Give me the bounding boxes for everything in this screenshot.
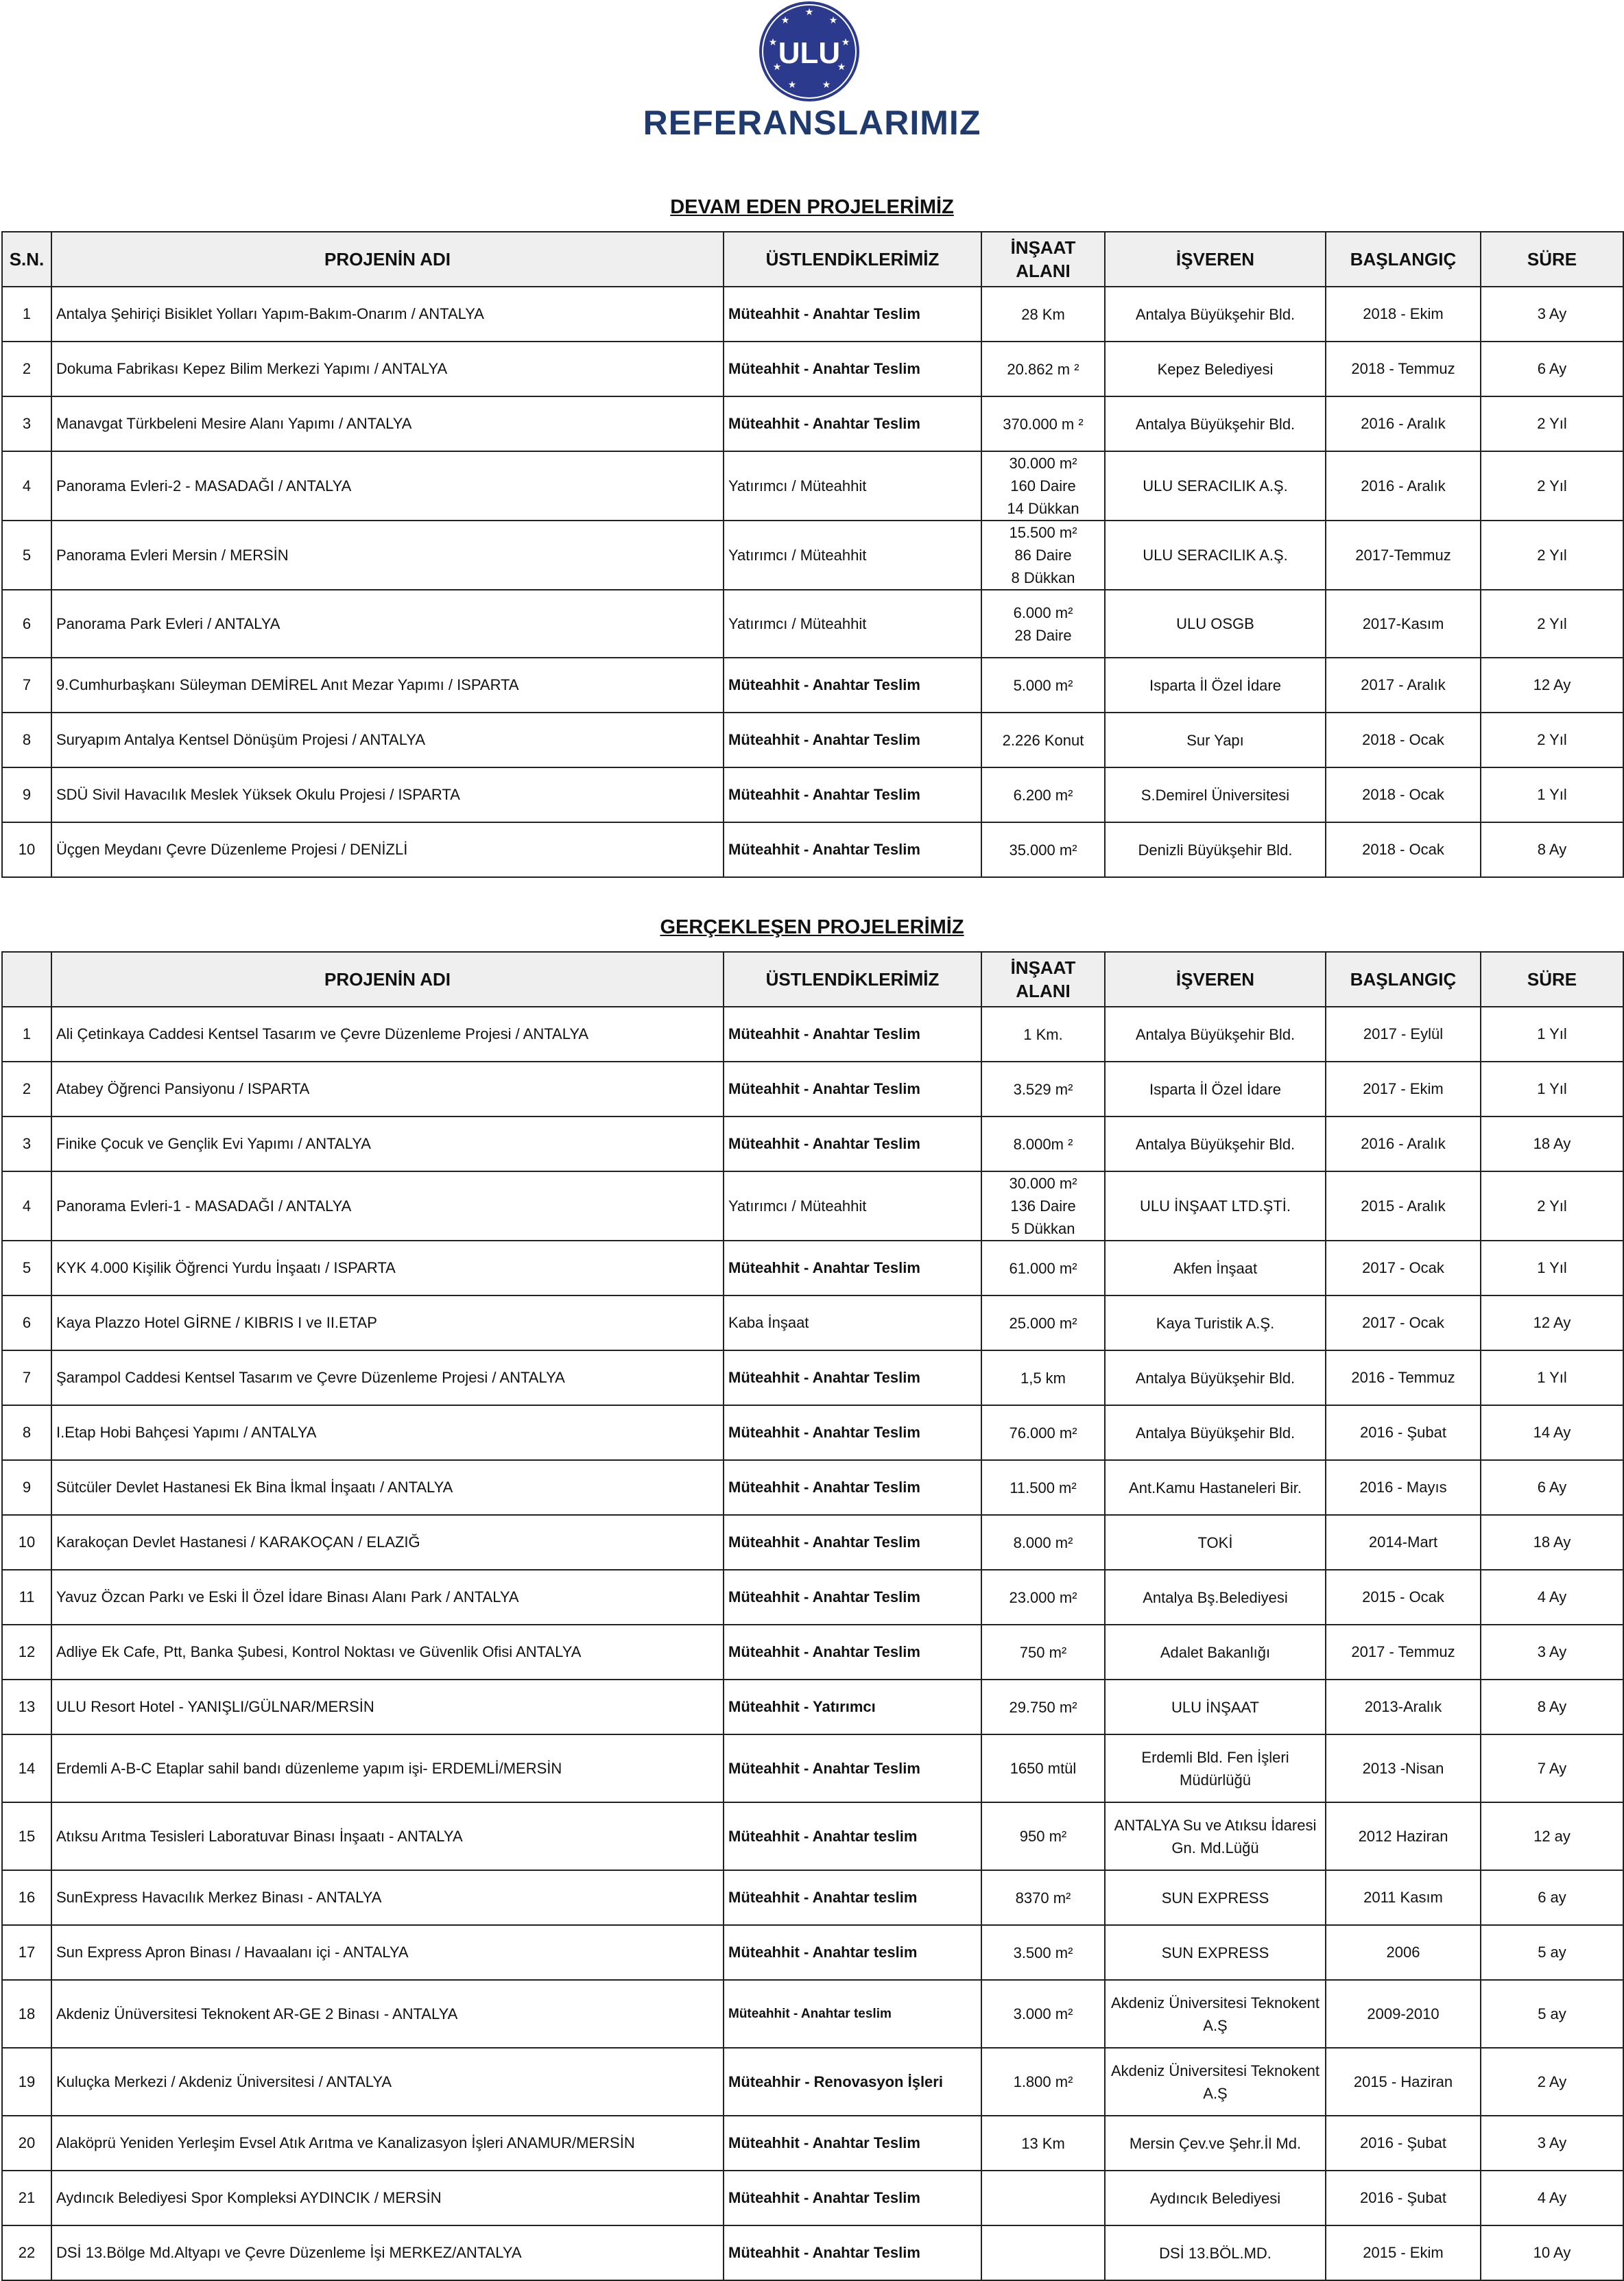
cell-duration: 2 Yıl	[1481, 451, 1623, 521]
cell-sn: 6	[2, 590, 51, 658]
cell-start: 2017-Kasım	[1326, 590, 1481, 658]
cell-start: 2017 - Temmuz	[1326, 1625, 1481, 1680]
cell-area: 35.000 m²	[981, 822, 1105, 877]
page-title: REFERANSLARIMIZ	[643, 104, 981, 142]
cell-sn: 17	[2, 1925, 51, 1980]
cell-duration: 2 Yıl	[1481, 713, 1623, 767]
cell-duration: 6 Ay	[1481, 342, 1623, 396]
cell-project-name: SDÜ Sivil Havacılık Meslek Yüksek Okulu Projesi / ISPARTA	[51, 767, 724, 822]
table-row	[2, 767, 1623, 822]
cell-duration: 8 Ay	[1481, 1680, 1623, 1734]
cell-area: 20.862 m ²	[981, 342, 1105, 396]
cell-project-name: Karakoçan Devlet Hastanesi / KARAKOÇAN / ELAZIĞ	[51, 1515, 724, 1570]
cell-project-name: Sütcüler Devlet Hastanesi Ek Bina İkmal İnşaatı / ANTALYA	[51, 1460, 724, 1515]
table-row	[2, 1734, 1623, 1802]
cell-sn: 16	[2, 1870, 51, 1925]
cell-project-name: Kuluçka Merkezi / Akdeniz Üniversitesi / ANTALYA	[51, 2048, 724, 2116]
cell-area: 25.000 m²	[981, 1295, 1105, 1350]
table-row	[2, 342, 1623, 396]
cell-project-name: 9.Cumhurbaşkanı Süleyman DEMİREL Anıt Mezar Yapımı / ISPARTA	[51, 658, 724, 713]
cell-employer: ULU İNŞAAT	[1105, 1680, 1326, 1734]
cell-role: Müteahhit - Anahtar Teslim	[724, 2116, 981, 2171]
completed-projects-table	[1, 951, 1624, 2281]
cell-employer: Antalya Bş.Belediyesi	[1105, 1570, 1326, 1625]
cell-employer: DSİ 13.BÖL.MD.	[1105, 2225, 1326, 2280]
cell-start: 2018 - Ocak	[1326, 713, 1481, 767]
cell-role: Müteahhit - Anahtar Teslim	[724, 1350, 981, 1405]
table-row	[2, 1925, 1623, 1980]
cell-duration: 2 Yıl	[1481, 1171, 1623, 1241]
svg-text:★: ★	[822, 79, 831, 90]
svg-text:★: ★	[804, 6, 814, 17]
table-row	[2, 1241, 1623, 1295]
cell-duration: 1 Yıl	[1481, 1007, 1623, 1062]
cell-duration: 6 Ay	[1481, 1460, 1623, 1515]
cell-project-name: ULU Resort Hotel - YANIŞLI/GÜLNAR/MERSİN	[51, 1680, 724, 1734]
cell-start: 2016 - Aralık	[1326, 396, 1481, 451]
table-row	[2, 521, 1623, 590]
cell-area: 750 m²	[981, 1625, 1105, 1680]
cell-project-name: Üçgen Meydanı Çevre Düzenleme Projesi / DENİZLİ	[51, 822, 724, 877]
table-row	[2, 1350, 1623, 1405]
table-row	[2, 658, 1623, 713]
cell-sn: 3	[2, 396, 51, 451]
cell-employer: Akdeniz Üniversitesi Teknokent A.Ş	[1105, 2048, 1326, 2116]
cell-area: 1,5 km	[981, 1350, 1105, 1405]
table-row	[2, 590, 1623, 658]
cell-duration: 18 Ay	[1481, 1116, 1623, 1171]
cell-sn: 4	[2, 1171, 51, 1241]
cell-employer: TOKİ	[1105, 1515, 1326, 1570]
table-row	[2, 1007, 1623, 1062]
cell-sn: 3	[2, 1116, 51, 1171]
cell-project-name: Sun Express Apron Binası / Havaalanı içi - ANTALYA	[51, 1925, 724, 1980]
cell-duration: 3 Ay	[1481, 1625, 1623, 1680]
cell-duration: 6 ay	[1481, 1870, 1623, 1925]
cell-employer: Aydıncık Belediyesi	[1105, 2171, 1326, 2225]
cell-duration: 1 Yıl	[1481, 1350, 1623, 1405]
cell-project-name: Manavgat Türkbeleni Mesire Alanı Yapımı / ANTALYA	[51, 396, 724, 451]
col-header-duration: SÜRE	[1481, 952, 1623, 1007]
cell-employer: S.Demirel Üniversitesi	[1105, 767, 1326, 822]
completed-projects-heading: GERÇEKLEŞEN PROJELERİMİZ	[660, 916, 964, 938]
table-row	[2, 1460, 1623, 1515]
table-row	[2, 1625, 1623, 1680]
cell-area: 76.000 m²	[981, 1405, 1105, 1460]
cell-sn: 7	[2, 658, 51, 713]
cell-start: 2012 Haziran	[1326, 1802, 1481, 1870]
cell-area: 3.529 m²	[981, 1062, 1105, 1116]
table-header-row	[2, 232, 1623, 287]
cell-area: 30.000 m² 136 Daire 5 Dükkan	[981, 1171, 1105, 1241]
cell-role: Müteahhit - Anahtar Teslim	[724, 1007, 981, 1062]
cell-duration: 3 Ay	[1481, 287, 1623, 342]
cell-duration: 2 Ay	[1481, 2048, 1623, 2116]
company-logo	[758, 0, 861, 103]
cell-role: Müteahhit - Anahtar Teslim	[724, 713, 981, 767]
table-header-row	[2, 952, 1623, 1007]
cell-employer: Antalya Büyükşehir Bld.	[1105, 1350, 1326, 1405]
cell-role: Müteahhit - Anahtar teslim	[724, 1802, 981, 1870]
svg-text:★: ★	[772, 61, 782, 72]
cell-area: 5.000 m²	[981, 658, 1105, 713]
table-row	[2, 396, 1623, 451]
cell-employer: Denizli Büyükşehir Bld.	[1105, 822, 1326, 877]
cell-start: 2017 - Ocak	[1326, 1295, 1481, 1350]
cell-project-name: Yavuz Özcan Parkı ve Eski İl Özel İdare Binası Alanı Park / ANTALYA	[51, 1570, 724, 1625]
table-row	[2, 1802, 1623, 1870]
cell-sn: 4	[2, 451, 51, 521]
cell-area: 15.500 m² 86 Daire 8 Dükkan	[981, 521, 1105, 590]
cell-employer: Antalya Büyükşehir Bld.	[1105, 287, 1326, 342]
cell-project-name: SunExpress Havacılık Merkez Binası - ANTALYA	[51, 1870, 724, 1925]
cell-start: 2017-Temmuz	[1326, 521, 1481, 590]
cell-sn: 5	[2, 521, 51, 590]
cell-project-name: Atabey Öğrenci Pansiyonu / ISPARTA	[51, 1062, 724, 1116]
cell-employer: Akfen İnşaat	[1105, 1241, 1326, 1295]
cell-employer: ULU OSGB	[1105, 590, 1326, 658]
cell-employer: Kaya Turistik A.Ş.	[1105, 1295, 1326, 1350]
cell-sn: 5	[2, 1241, 51, 1295]
table-row	[2, 1116, 1623, 1171]
cell-duration: 8 Ay	[1481, 822, 1623, 877]
table-row	[2, 1405, 1623, 1460]
cell-area: 1.800 m²	[981, 2048, 1105, 2116]
cell-area: 370.000 m ²	[981, 396, 1105, 451]
col-header-start: BAŞLANGIÇ	[1326, 232, 1481, 287]
cell-role: Yatırımcı / Müteahhit	[724, 521, 981, 590]
table-row	[2, 1680, 1623, 1734]
svg-text:★: ★	[768, 36, 778, 47]
ongoing-projects-table	[1, 231, 1624, 878]
cell-role: Müteahhit - Anahtar Teslim	[724, 1405, 981, 1460]
table-row	[2, 2048, 1623, 2116]
cell-sn: 10	[2, 822, 51, 877]
cell-role: Müteahhit - Anahtar Teslim	[724, 342, 981, 396]
cell-role: Yatırımcı / Müteahhit	[724, 590, 981, 658]
cell-employer: Kepez Belediyesi	[1105, 342, 1326, 396]
cell-role: Kaba İnşaat	[724, 1295, 981, 1350]
cell-employer: Antalya Büyükşehir Bld.	[1105, 1405, 1326, 1460]
cell-duration: 2 Yıl	[1481, 590, 1623, 658]
svg-text:★: ★	[828, 14, 838, 25]
cell-role: Müteahhit - Anahtar Teslim	[724, 1460, 981, 1515]
cell-project-name: Panorama Evleri Mersin / MERSİN	[51, 521, 724, 590]
cell-start: 2018 - Temmuz	[1326, 342, 1481, 396]
cell-duration: 3 Ay	[1481, 2116, 1623, 2171]
cell-employer: Antalya Büyükşehir Bld.	[1105, 1116, 1326, 1171]
cell-area: 30.000 m² 160 Daire 14 Dükkan	[981, 451, 1105, 521]
cell-project-name: Dokuma Fabrikası Kepez Bilim Merkezi Yapımı / ANTALYA	[51, 342, 724, 396]
cell-duration: 7 Ay	[1481, 1734, 1623, 1802]
cell-project-name: Suryapım Antalya Kentsel Dönüşüm Projesi / ANTALYA	[51, 713, 724, 767]
cell-employer: ANTALYA Su ve Atıksu İdaresi Gn. Md.Lüğü	[1105, 1802, 1326, 1870]
cell-duration: 5 ay	[1481, 1980, 1623, 2048]
cell-duration: 5 ay	[1481, 1925, 1623, 1980]
cell-sn: 9	[2, 767, 51, 822]
col-header-sn: S.N.	[2, 232, 51, 287]
cell-project-name: KYK 4.000 Kişilik Öğrenci Yurdu İnşaatı / ISPARTA	[51, 1241, 724, 1295]
cell-role: Müteahhit - Anahtar Teslim	[724, 396, 981, 451]
cell-sn: 12	[2, 1625, 51, 1680]
cell-start: 2018 - Ekim	[1326, 287, 1481, 342]
cell-project-name: Atıksu Arıtma Tesisleri Laboratuvar Binası İnşaatı - ANTALYA	[51, 1802, 724, 1870]
col-header-employer: İŞVEREN	[1105, 952, 1326, 1007]
cell-role: Müteahhit - Anahtar Teslim	[724, 1241, 981, 1295]
cell-employer: ULU SERACILIK A.Ş.	[1105, 521, 1326, 590]
cell-employer: Sur Yapı	[1105, 713, 1326, 767]
cell-area: 8.000 m²	[981, 1515, 1105, 1570]
cell-project-name: Alaköprü Yeniden Yerleşim Evsel Atık Arıtma ve Kanalizasyon İşleri ANAMUR/MERSİN	[51, 2116, 724, 2171]
cell-area	[981, 2225, 1105, 2280]
cell-duration: 4 Ay	[1481, 2171, 1623, 2225]
cell-area: 61.000 m²	[981, 1241, 1105, 1295]
cell-area: 8370 m²	[981, 1870, 1105, 1925]
cell-start: 2011 Kasım	[1326, 1870, 1481, 1925]
cell-area: 28 Km	[981, 287, 1105, 342]
table-row	[2, 1171, 1623, 1241]
cell-sn: 14	[2, 1734, 51, 1802]
table-row	[2, 1870, 1623, 1925]
cell-start: 2016 - Temmuz	[1326, 1350, 1481, 1405]
cell-employer: Mersin Çev.ve Şehr.İl Md.	[1105, 2116, 1326, 2171]
cell-sn: 11	[2, 1570, 51, 1625]
cell-sn: 19	[2, 2048, 51, 2116]
col-header-start: BAŞLANGIÇ	[1326, 952, 1481, 1007]
cell-area	[981, 2171, 1105, 2225]
cell-area: 2.226 Konut	[981, 713, 1105, 767]
cell-employer: ULU İNŞAAT LTD.ŞTİ.	[1105, 1171, 1326, 1241]
col-header-area: İNŞAAT ALANI	[981, 952, 1105, 1007]
col-header-role: ÜSTLENDİKLERİMİZ	[724, 952, 981, 1007]
cell-role: Müteahhit - Anahtar teslim	[724, 1925, 981, 1980]
cell-duration: 18 Ay	[1481, 1515, 1623, 1570]
cell-employer: Antalya Büyükşehir Bld.	[1105, 396, 1326, 451]
cell-project-name: Panorama Evleri-2 - MASADAĞI / ANTALYA	[51, 451, 724, 521]
cell-project-name: Akdeniz Ünüversitesi Teknokent AR-GE 2 Binası - ANTALYA	[51, 1980, 724, 2048]
cell-role: Müteahhir - Renovasyon İşleri	[724, 2048, 981, 2116]
cell-sn: 21	[2, 2171, 51, 2225]
table-row	[2, 713, 1623, 767]
cell-area: 950 m²	[981, 1802, 1105, 1870]
cell-sn: 2	[2, 1062, 51, 1116]
cell-role: Müteahhit - Anahtar teslim	[724, 1980, 981, 2048]
cell-role: Müteahhit - Anahtar Teslim	[724, 767, 981, 822]
cell-start: 2015 - Ekim	[1326, 2225, 1481, 2280]
cell-sn: 8	[2, 713, 51, 767]
cell-area: 3.000 m²	[981, 1980, 1105, 2048]
cell-role: Müteahhit - Anahtar teslim	[724, 1870, 981, 1925]
cell-project-name: Ali Çetinkaya Caddesi Kentsel Tasarım ve Çevre Düzenleme Projesi / ANTALYA	[51, 1007, 724, 1062]
cell-role: Müteahhit - Anahtar Teslim	[724, 658, 981, 713]
cell-role: Müteahhit - Anahtar Teslim	[724, 1062, 981, 1116]
cell-duration: 1 Yıl	[1481, 767, 1623, 822]
cell-project-name: Aydıncık Belediyesi Spor Kompleksi AYDINCIK / MERSİN	[51, 2171, 724, 2225]
cell-role: Müteahhit - Anahtar Teslim	[724, 1570, 981, 1625]
cell-duration: 12 Ay	[1481, 658, 1623, 713]
svg-text:★: ★	[780, 14, 790, 25]
cell-duration: 14 Ay	[1481, 1405, 1623, 1460]
cell-area: 13 Km	[981, 2116, 1105, 2171]
cell-duration: 1 Yıl	[1481, 1062, 1623, 1116]
table-row	[2, 2171, 1623, 2225]
cell-role: Müteahhit - Anahtar Teslim	[724, 287, 981, 342]
cell-area: 3.500 m²	[981, 1925, 1105, 1980]
col-header-name: PROJENİN ADI	[51, 232, 724, 287]
cell-employer: Antalya Büyükşehir Bld.	[1105, 1007, 1326, 1062]
cell-area: 8.000m ²	[981, 1116, 1105, 1171]
cell-sn: 8	[2, 1405, 51, 1460]
cell-area: 29.750 m²	[981, 1680, 1105, 1734]
cell-area: 1650 mtül	[981, 1734, 1105, 1802]
cell-project-name: Finike Çocuk ve Gençlik Evi Yapımı / ANTALYA	[51, 1116, 724, 1171]
cell-employer: SUN EXPRESS	[1105, 1925, 1326, 1980]
cell-sn: 1	[2, 287, 51, 342]
cell-role: Müteahhit - Anahtar Teslim	[724, 1116, 981, 1171]
cell-sn: 9	[2, 1460, 51, 1515]
cell-start: 2013 -Nisan	[1326, 1734, 1481, 1802]
cell-project-name: Adliye Ek Cafe, Ptt, Banka Şubesi, Kontrol Noktası ve Güvenlik Ofisi ANTALYA	[51, 1625, 724, 1680]
table-row	[2, 1570, 1623, 1625]
table-row	[2, 451, 1623, 521]
cell-role: Müteahhit - Anahtar Teslim	[724, 1515, 981, 1570]
cell-sn: 20	[2, 2116, 51, 2171]
table-row	[2, 2116, 1623, 2171]
cell-project-name: Erdemli A-B-C Etaplar sahil bandı düzenleme yapım işi- ERDEMLİ/MERSİN	[51, 1734, 724, 1802]
ongoing-projects-body	[2, 287, 1623, 877]
cell-area: 23.000 m²	[981, 1570, 1105, 1625]
cell-role: Müteahhit - Anahtar Teslim	[724, 1625, 981, 1680]
completed-projects-body	[2, 1007, 1623, 2280]
cell-sn: 18	[2, 1980, 51, 2048]
cell-employer: Isparta İl Özel İdare	[1105, 658, 1326, 713]
svg-text:★: ★	[837, 61, 846, 72]
logo-text: ULU	[778, 36, 841, 70]
cell-role: Müteahhit - Anahtar Teslim	[724, 2171, 981, 2225]
cell-sn: 1	[2, 1007, 51, 1062]
cell-role: Müteahhit - Anahtar Teslim	[724, 822, 981, 877]
cell-role: Müteahhit - Anahtar Teslim	[724, 2225, 981, 2280]
col-header-role: ÜSTLENDİKLERİMİZ	[724, 232, 981, 287]
cell-sn: 13	[2, 1680, 51, 1734]
cell-employer: Isparta İl Özel İdare	[1105, 1062, 1326, 1116]
table-row	[2, 1980, 1623, 2048]
cell-employer: Ant.Kamu Hastaneleri Bir.	[1105, 1460, 1326, 1515]
cell-sn: 2	[2, 342, 51, 396]
cell-start: 2015 - Haziran	[1326, 2048, 1481, 2116]
cell-project-name: DSİ 13.Bölge Md.Altyapı ve Çevre Düzenleme İşi MERKEZ/ANTALYA	[51, 2225, 724, 2280]
cell-duration: 2 Yıl	[1481, 521, 1623, 590]
cell-sn: 15	[2, 1802, 51, 1870]
svg-text:★: ★	[841, 36, 850, 47]
col-header-duration: SÜRE	[1481, 232, 1623, 287]
cell-duration: 2 Yıl	[1481, 396, 1623, 451]
cell-start: 2017 - Aralık	[1326, 658, 1481, 713]
cell-project-name: I.Etap Hobi Bahçesi Yapımı / ANTALYA	[51, 1405, 724, 1460]
cell-project-name: Kaya Plazzo Hotel GİRNE / KIBRIS I ve II.ETAP	[51, 1295, 724, 1350]
cell-start: 2013-Aralık	[1326, 1680, 1481, 1734]
col-header-name: PROJENİN ADI	[51, 952, 724, 1007]
cell-start: 2016 - Şubat	[1326, 2116, 1481, 2171]
cell-sn: 10	[2, 1515, 51, 1570]
cell-employer: SUN EXPRESS	[1105, 1870, 1326, 1925]
cell-area: 6.000 m² 28 Daire	[981, 590, 1105, 658]
cell-start: 2016 - Aralık	[1326, 451, 1481, 521]
cell-start: 2009-2010	[1326, 1980, 1481, 2048]
cell-duration: 12 ay	[1481, 1802, 1623, 1870]
cell-start: 2015 - Aralık	[1326, 1171, 1481, 1241]
cell-project-name: Panorama Park Evleri / ANTALYA	[51, 590, 724, 658]
cell-project-name: Şarampol Caddesi Kentsel Tasarım ve Çevre Düzenleme Projesi / ANTALYA	[51, 1350, 724, 1405]
cell-role: Yatırımcı / Müteahhit	[724, 1171, 981, 1241]
cell-start: 2016 - Aralık	[1326, 1116, 1481, 1171]
col-header-area: İNŞAAT ALANI	[981, 232, 1105, 287]
cell-start: 2015 - Ocak	[1326, 1570, 1481, 1625]
cell-area: 1 Km.	[981, 1007, 1105, 1062]
cell-role: Müteahhit - Yatırımcı	[724, 1680, 981, 1734]
cell-start: 2017 - Eylül	[1326, 1007, 1481, 1062]
cell-employer: Adalet Bakanlığı	[1105, 1625, 1326, 1680]
cell-role: Müteahhit - Anahtar Teslim	[724, 1734, 981, 1802]
cell-area: 6.200 m²	[981, 767, 1105, 822]
cell-project-name: Panorama Evleri-1 - MASADAĞI / ANTALYA	[51, 1171, 724, 1241]
cell-start: 2018 - Ocak	[1326, 822, 1481, 877]
cell-start: 2016 - Şubat	[1326, 2171, 1481, 2225]
cell-sn: 6	[2, 1295, 51, 1350]
table-row	[2, 1295, 1623, 1350]
cell-duration: 4 Ay	[1481, 1570, 1623, 1625]
cell-start: 2014-Mart	[1326, 1515, 1481, 1570]
cell-project-name: Antalya Şehiriçi Bisiklet Yolları Yapım-Bakım-Onarım / ANTALYA	[51, 287, 724, 342]
col-header-employer: İŞVEREN	[1105, 232, 1326, 287]
cell-employer: Erdemli Bld. Fen İşleri Müdürlüğü	[1105, 1734, 1326, 1802]
cell-duration: 12 Ay	[1481, 1295, 1623, 1350]
cell-start: 2016 - Mayıs	[1326, 1460, 1481, 1515]
cell-start: 2016 - Şubat	[1326, 1405, 1481, 1460]
cell-sn: 7	[2, 1350, 51, 1405]
cell-role: Yatırımcı / Müteahhit	[724, 451, 981, 521]
svg-text:★: ★	[787, 79, 797, 90]
table-row	[2, 2225, 1623, 2280]
cell-sn: 22	[2, 2225, 51, 2280]
cell-start: 2017 - Ekim	[1326, 1062, 1481, 1116]
table-row	[2, 822, 1623, 877]
cell-duration: 1 Yıl	[1481, 1241, 1623, 1295]
cell-start: 2017 - Ocak	[1326, 1241, 1481, 1295]
cell-employer: Akdeniz Üniversitesi Teknokent A.Ş	[1105, 1980, 1326, 2048]
ongoing-projects-heading: DEVAM EDEN PROJELERİMİZ	[670, 196, 954, 218]
cell-employer: ULU SERACILIK A.Ş.	[1105, 451, 1326, 521]
cell-duration: 10 Ay	[1481, 2225, 1623, 2280]
table-row	[2, 287, 1623, 342]
table-row	[2, 1515, 1623, 1570]
cell-area: 11.500 m²	[981, 1460, 1105, 1515]
col-header-sn	[2, 952, 51, 1007]
cell-start: 2018 - Ocak	[1326, 767, 1481, 822]
table-row	[2, 1062, 1623, 1116]
cell-start: 2006	[1326, 1925, 1481, 1980]
